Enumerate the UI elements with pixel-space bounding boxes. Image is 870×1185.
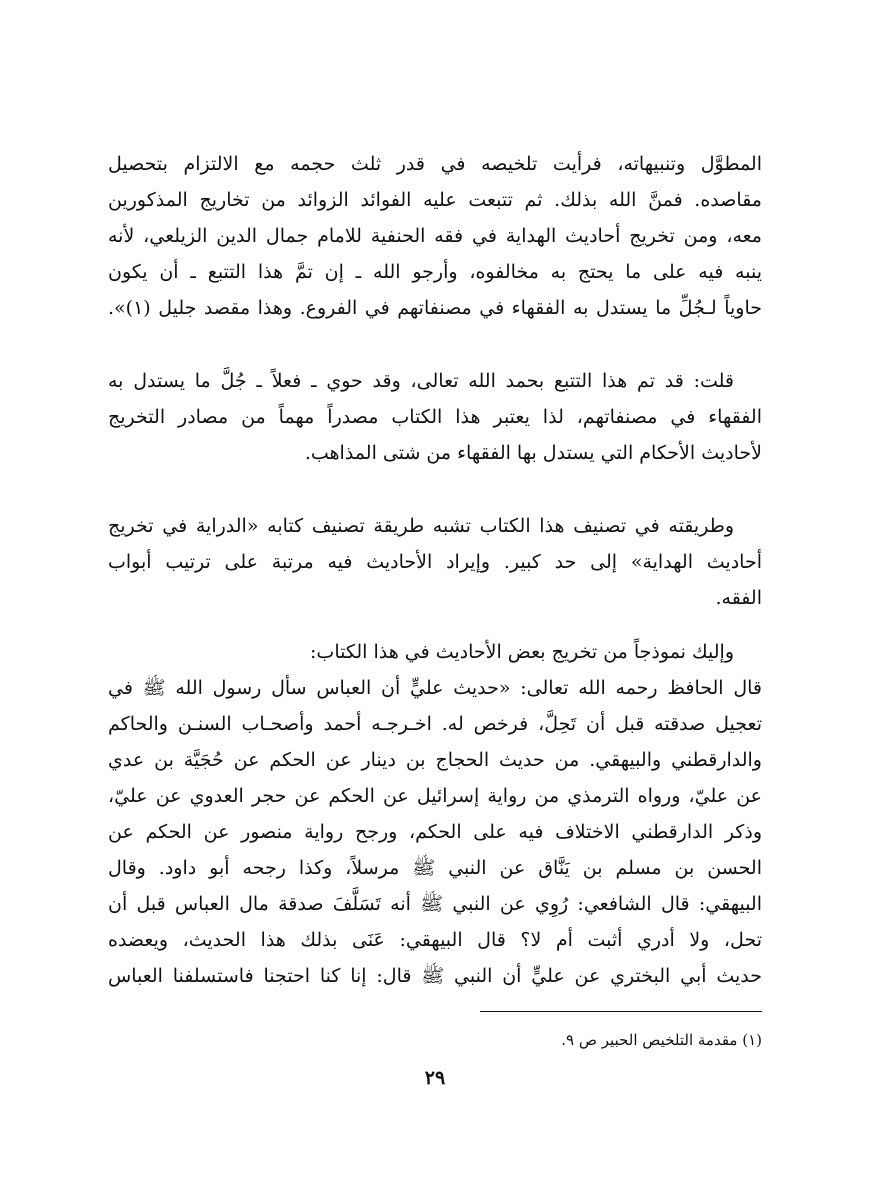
text-line: حديث أبي البختري عن عليٍّ أن النبي ﷺ قال: إنا كنا احتجنا فاستسلفنا العباس <box>108 965 762 987</box>
paragraph-4 <box>108 634 762 994</box>
text-line: مقاصده. فمنَّ الله بذلك. ثم تتبعت عليه الفوائد الزوائد من تخاريج المذكورين <box>108 189 762 211</box>
paragraph-3 <box>108 508 762 616</box>
text-line: والدارقطني والبيهقي. من حديث الحجاج بن دينار عن الحكم عن حُجَيَّة بن عدي <box>108 749 762 771</box>
text-line: الحسن بن مسلم بن يَنَّاق عن النبي ﷺ مرسلاً، وكذا رجحه أبو داود. وقال <box>108 857 762 879</box>
footnote-divider <box>480 1011 762 1012</box>
text-line: حاوياً لـجُلِّ ما يستدل به الفقهاء في مصنفاتهم في الفروع. وهذا مقصد جليل (١)». <box>108 297 762 319</box>
text-line: قلت: قد تم هذا التتبع بحمد الله تعالى، وقد حوي ـ فعلاً ـ جُلَّ ما يستدل به <box>108 370 734 392</box>
text-line: ينبه فيه على ما يحتج به مخالفوه، وأرجو الله ـ إن تمَّ هذا التتبع ـ أن يكون <box>108 261 762 283</box>
text-line: قال الحافظ رحمه الله تعالى: «حديث عليٍّ أن العباس سأل رسول الله ﷺ في <box>108 677 762 699</box>
paragraph-2 <box>108 363 762 471</box>
text-line: تعجيل صدقته قبل أن تَحِلَّ، فرخص له. اخـرجـه أحمد وأصحـاب السنـن والحاكم <box>108 713 762 735</box>
text-line: أحاديث الهداية» إلى حد كبير. وإيراد الأحاديث فيه مرتبة على ترتيب أبواب <box>108 551 762 573</box>
text-line: الفقهاء في مصنفاتهم، لذا يعتبر هذا الكتاب مصدراً مهماً من مصادر التخريج <box>108 406 762 428</box>
text-line: تحل، ولا أدري أثبت أم لا؟ قال البيهقي: عَنَى بذلك هذا الحديث، ويعضده <box>108 929 762 951</box>
text-line: المطوَّل وتنبيهاته، فرأيت تلخيصه في قدر ثلث حجمه مع الالتزام بتحصيل <box>108 153 762 175</box>
text-line: لأحاديث الأحكام التي يستدل بها الفقهاء من شتى المذاهب. <box>304 442 762 464</box>
text-line: وذكر الدارقطني الاختلاف فيه على الحكم، ورجح رواية منصور عن الحكم عن <box>108 821 762 843</box>
text-line: البيهقي: قال الشافعي: رُوِي عن النبي ﷺ أنه تَسَلَّفَ صدقة مال العباس قبل أن <box>108 893 763 915</box>
text-line: عن عليّ، ورواه الترمذي من رواية إسرائيل عن الحكم عن حجر العدوي عن عليّ، <box>108 785 762 807</box>
text-line: وإليك نموذجاً من تخريج بعض الأحاديث في هذا الكتاب: <box>310 641 734 663</box>
text-line: الفقه. <box>715 587 762 609</box>
page-number: ٢٩ <box>424 1067 446 1089</box>
footnote: (١) مقدمة التلخيص الحبير ص ٩. <box>561 1031 762 1049</box>
text-line: معه، ومن تخريج أحاديث الهداية في فقه الحنفية للامام جمال الدين الزيلعي، لأنه <box>108 225 762 247</box>
text-line: وطريقته في تصنيف هذا الكتاب تشبه طريقة تصنيف كتابه «الدراية في تخريج <box>108 515 734 537</box>
paragraph-1 <box>108 146 762 326</box>
